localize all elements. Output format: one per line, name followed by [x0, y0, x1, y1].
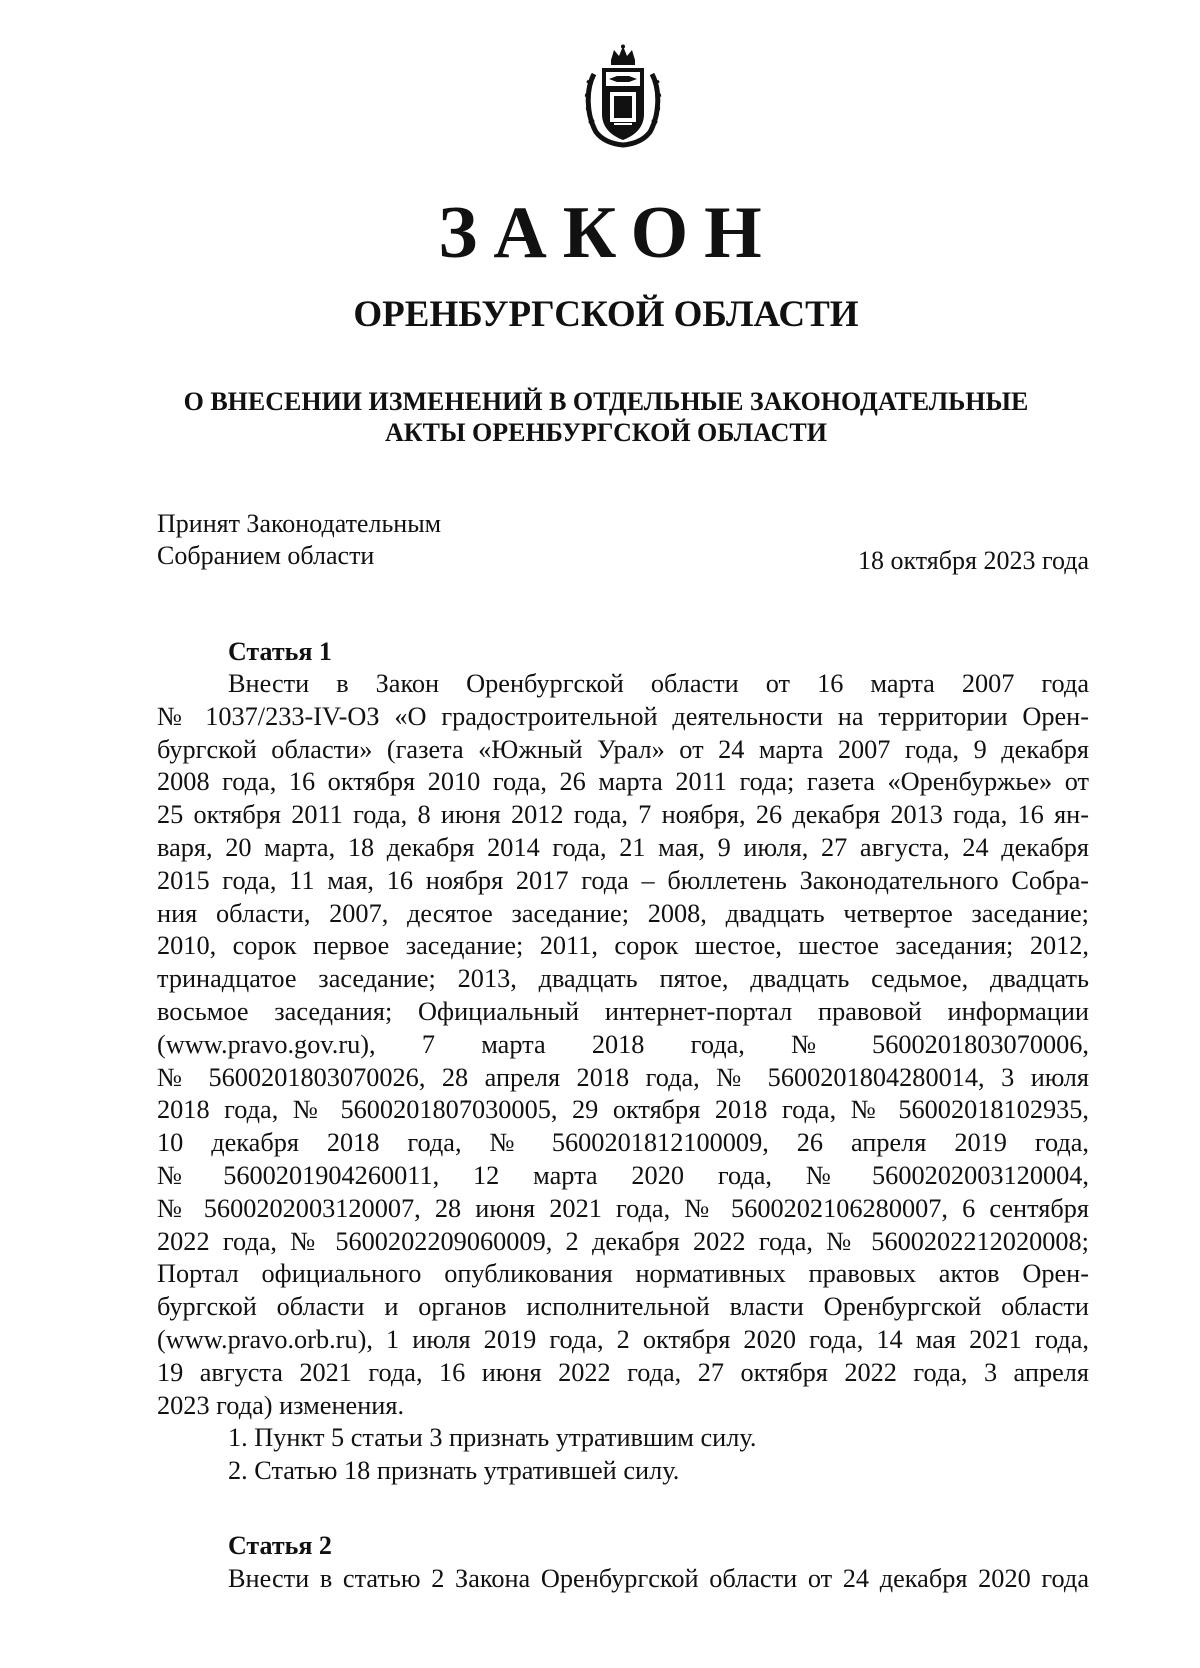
adoption-date: 18 октября 2023 года — [858, 546, 1089, 575]
article-1-line: 2008 года, 16 октября 2010 года, 26 марта 2011 года; газета «Оренбуржье» от — [157, 767, 1089, 797]
article-1-line: 2022 года, № 5600202209060009, 2 декабря 2022 года, № 5600202212020008; — [157, 1226, 1089, 1256]
article-1-body — [157, 668, 1089, 1488]
article-1-line: (www.pravo.orb.ru), 1 июля 2019 года, 2 октября 2020 года, 14 мая 2021 года, — [157, 1324, 1089, 1354]
law-name-line-2: АКТЫ ОРЕНБУРГСКОЙ ОБЛАСТИ — [385, 418, 827, 447]
article-1-line: № 5600201803070026, 28 апреля 2018 года, № 5600201804280014, 3 июля — [157, 1062, 1089, 1092]
article-1-line: № 5600202003120007, 28 июня 2021 года, № 5600202106280007, 6 сентября — [157, 1193, 1089, 1223]
article-1-line: восьмое заседания; Официальный интернет-портал правовой информации — [157, 996, 1089, 1026]
article-1-item-1: 1. Пункт 5 статьи 3 признать утратившим силу. — [228, 1423, 757, 1453]
article-1-line: № 1037/233-IV-ОЗ «О градостроительной деятельности на территории Орен- — [157, 701, 1089, 731]
article-1-line: бургской области и органов исполнительной власти Оренбургской области — [157, 1292, 1089, 1322]
document-title: ЗАКОН — [438, 192, 778, 274]
article-2-line: Внести в статью 2 Закона Оренбургской области от 24 декабря 2020 года — [228, 1564, 1089, 1593]
article-1-line: варя, 20 марта, 18 декабря 2014 года, 21 мая, 9 июля, 27 августа, 24 декабря — [157, 832, 1089, 862]
law-name-line-1: О ВНЕСЕНИИ ИЗМЕНЕНИЙ В ОТДЕЛЬНЫЕ ЗАКОНОДАТЕЛЬНЫЕ — [183, 387, 1029, 416]
article-1-line: Портал официального опубликования нормативных правовых актов Орен- — [157, 1259, 1089, 1289]
article-2-body — [157, 1563, 1089, 1596]
article-1-line: бургской области» (газета «Южный Урал» от 24 марта 2007 года, 9 декабря — [157, 734, 1089, 764]
article-1-line: 2010, сорок первое заседание; 2011, сорок шестое, шестое заседания; 2012, — [157, 931, 1089, 961]
article-1-line: 25 октября 2011 года, 8 июня 2012 года, 7 ноября, 26 декабря 2013 года, 16 ян- — [157, 800, 1089, 830]
article-2-title: Статья 2 — [228, 1531, 332, 1560]
article-1-line: 19 августа 2021 года, 16 июня 2022 года, 27 октября 2022 года, 3 апреля — [157, 1357, 1089, 1387]
article-1-line: (www.pravo.gov.ru), 7 марта 2018 года, № 5600201803070006, — [157, 1029, 1089, 1059]
article-1-line: 2023 года) изменения. — [157, 1390, 405, 1420]
article-1-line: 2015 года, 11 мая, 16 ноября 2017 года – бюллетень Законодательного Собра- — [157, 865, 1089, 895]
law-name — [0, 386, 1200, 448]
document-subtitle: ОРЕНБУРГСКОЙ ОБЛАСТИ — [353, 294, 859, 335]
adoption-line-2: Собранием области — [157, 541, 375, 570]
article-1-title: Статья 1 — [228, 637, 332, 666]
article-1-line: тринадцатое заседание; 2013, двадцать пятое, двадцать седьмое, двадцать — [157, 964, 1089, 994]
coat-of-arms-icon — [584, 44, 662, 148]
adoption-line-1: Принят Законодательным — [157, 509, 442, 538]
article-1-line: № 5600201904260011, 12 марта 2020 года, № 5600202003120004, — [157, 1160, 1089, 1190]
article-1-line: ния области, 2007, десятое заседание; 2008, двадцать четвертое заседание; — [157, 898, 1089, 928]
article-1-line: 2018 года, № 5600201807030005, 29 октября 2018 года, № 56002018102935, — [157, 1095, 1089, 1125]
article-1-line: 10 декабря 2018 года, № 5600201812100009, 26 апреля 2019 года, — [157, 1128, 1089, 1158]
article-1-line: Внести в Закон Оренбургской области от 16 марта 2007 года — [228, 669, 1089, 698]
article-1-item-2: 2. Статью 18 признать утратившей силу. — [228, 1456, 680, 1486]
adoption-note — [157, 508, 441, 572]
